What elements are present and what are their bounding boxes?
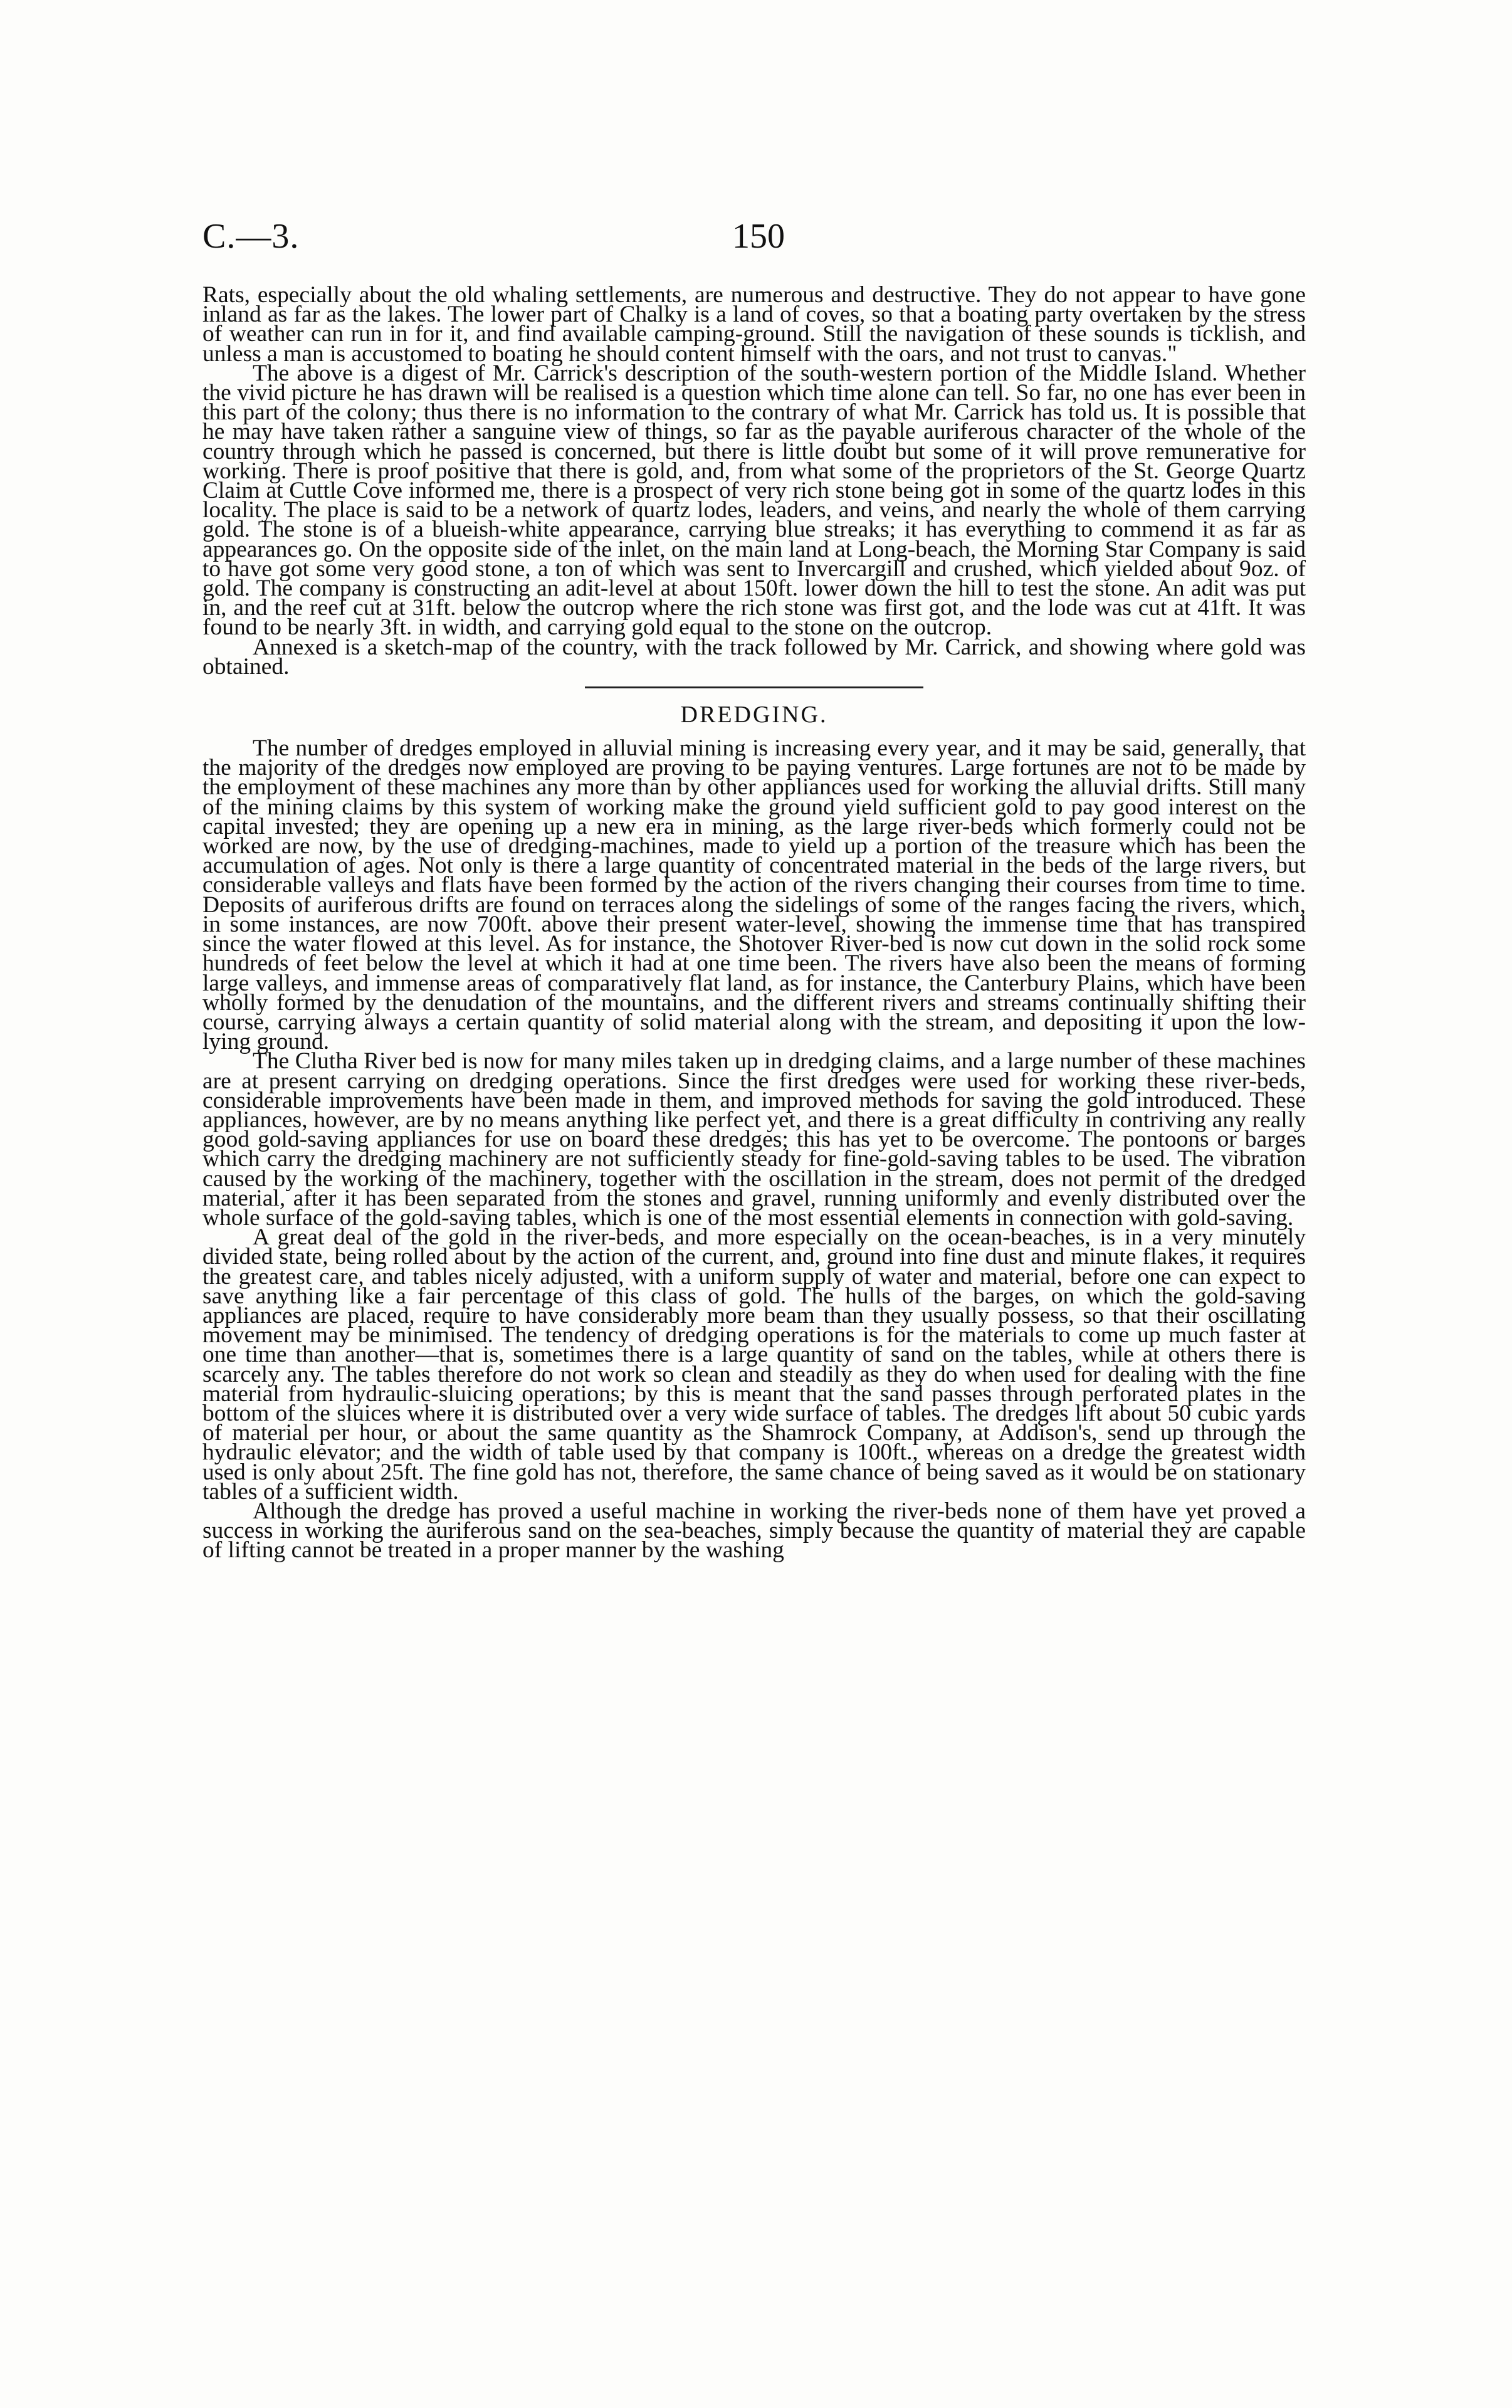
section-heading: DREDGING.: [680, 702, 828, 728]
paragraph: Although the dredge has proved a useful machine in working the river-beds none of them have yet proved a success in working the auriferous sand on the sea-beaches, simply because the quantity of material they are capable of lifting cannot be treated in a proper manner by the washing: [202, 1498, 1306, 1564]
paragraph: The Clutha River bed is now for many miles taken up in dredging claims, and a large number of these machines are at present carrying on dredging operations. Since the first dredges were used for working these river-beds, considerable improvements have been made in them, and improved methods for saving the gold introduced. These appliances, however, are by no means anything like perfect yet, and there is a great difficulty in contriving any really good gold-saving appliances for use on board these dredges; this has yet to be overcome. The pontoons or barges which carry the dredging machinery are not sufficiently steady for fine-gold-saving tables to be used. The vibration caused by the working of the machinery, together with the oscillation in the stream, does not permit of the dredged material, after it has been separated from the stones and gravel, running uniformly and evenly distributed over the whole surface of the gold-saving tables, which is one of the most essential elements in connection with gold-saving.: [202, 1048, 1306, 1231]
page-number: 150: [732, 217, 785, 256]
paragraph: The number of dredges employed in alluvial mining is increasing every year, and it may be said, generally, that the majority of the dredges now employed are proving to be paying ventures. Large fortunes are not to be made by the employment of these machines any more than by other appliances used for working the alluvial drifts. Still many of the mining claims by this system of working make the ground yield sufficient gold to pay good interest on the capital invested; they are opening up a new era in mining, as the large river-beds which formerly could not be worked are now, by the use of dredging-machines, made to yield up a portion of the treasure which has been the accumulation of ages. Not only is there a large quantity of concentrated material in the beds of the large rivers, but considerable valleys and flats have been formed by the action of the rivers changing their courses from time to time. Deposits of auriferous drifts are found on terraces along the sidelings of some of the ranges facing the rivers, which, in some instances, are now 700ft. above their present water-level, showing the immense time that has transpired since the water flowed at this level. As for instance, the Shotover River-bed is now cut down in the solid rock some hundreds of feet below the level at which it had at one time been. The rivers have also been the means of forming large valleys, and immense areas of comparatively flat land, as for instance, the Canterbury Plains, which have been wholly formed by the denudation of the mountains, and the different rivers and streams continually shifting their course, carrying always a certain quantity of solid material along with the stream, and depositing it upon the low-lying ground.: [202, 735, 1306, 1055]
page-body: [202, 282, 1306, 1564]
document-reference: C.—3.: [202, 217, 300, 256]
section-divider: [585, 686, 923, 688]
paragraph: Rats, especially about the old whaling settlements, are numerous and destructive. They do not appear to have gone inland as far as the lakes. The lower part of Chalky is a land of coves, so that a boating party overtaken by the stress of weather can run in for it, and find available camping-ground. Still the navigation of these sounds is ticklish, and unless a man is accustomed to boating he should content himself with the oars, and not trust to canvas.": [202, 282, 1306, 367]
paragraph: The above is a digest of Mr. Carrick's description of the south-western portion of the Middle Island. Whether the vivid picture he has drawn will be realised is a question which time alone can tell. So far, no one has ever been in this part of the colony; thus there is no information to the contrary of what Mr. Carrick has told us. It is possible that he may have taken rather a sanguine view of things, so far as the payable auriferous character of the whole of the country through which he passed is concerned, but there is little doubt but some of it will prove remunerative for working. There is proof positive that there is gold, and, from what some of the proprietors of the St. George Quartz Claim at Cuttle Cove informed me, there is a prospect of very rich stone being got in some of the quartz lodes in this locality. The place is said to be a network of quartz lodes, leaders, and veins, and nearly the whole of them carrying gold. The stone is of a blueish-white appearance, carrying blue streaks; it has everything to commend it as far as appearances go. On the opposite side of the inlet, on the main land at Long-beach, the Morning Star Company is said to have got some very good stone, a ton of which was sent to Invercargill and crushed, which yielded about 9oz. of gold. The company is constructing an adit-level at about 150ft. lower down the hill to test the stone. An adit was put in, and the reef cut at 31ft. below the outcrop where the rich stone was first got, and the lode was cut at 41ft. It was found to be nearly 3ft. in width, and carrying gold equal to the stone on the outcrop.: [202, 360, 1306, 641]
paragraph: Annexed is a sketch-map of the country, with the track followed by Mr. Carrick, and showing where gold was obtained.: [202, 634, 1306, 680]
paragraph: A great deal of the gold in the river-beds, and more especially on the ocean-beaches, is in a very minutely divided state, being rolled about by the action of the current, and, ground into fine dust and minute flakes, it requires the greatest care, and tables nicely adjusted, with a uniform supply of water and material, before one can expect to save anything like a fair percentage of this class of gold. The hulls of the barges, on which the gold-saving appliances are placed, require to have considerably more beam than they usually possess, so that their oscillating movement may be minimised. The tendency of dredging operations is for the materials to come up much faster at one time than another—that is, sometimes there is a large quantity of sand on the tables, while at others there is scarcely any. The tables therefore do not work so clean and steadily as they do when used for dealing with the fine material from hydraulic-sluicing operations; by this is meant that the sand passes through perforated plates in the bottom of the sluices where it is distributed over a very wide surface of tables. The dredges lift about 50 cubic yards of material per hour, or about the same quantity as the Shamrock Company, at Addison's, send up through the hydraulic elevator; and the width of table used by that company is 100ft., whereas on a dredge the greatest width used is only about 25ft. The fine gold has not, therefore, the same chance of being saved as it would be on stationary tables of a sufficient width.: [202, 1224, 1306, 1505]
page-header: [202, 216, 1306, 266]
